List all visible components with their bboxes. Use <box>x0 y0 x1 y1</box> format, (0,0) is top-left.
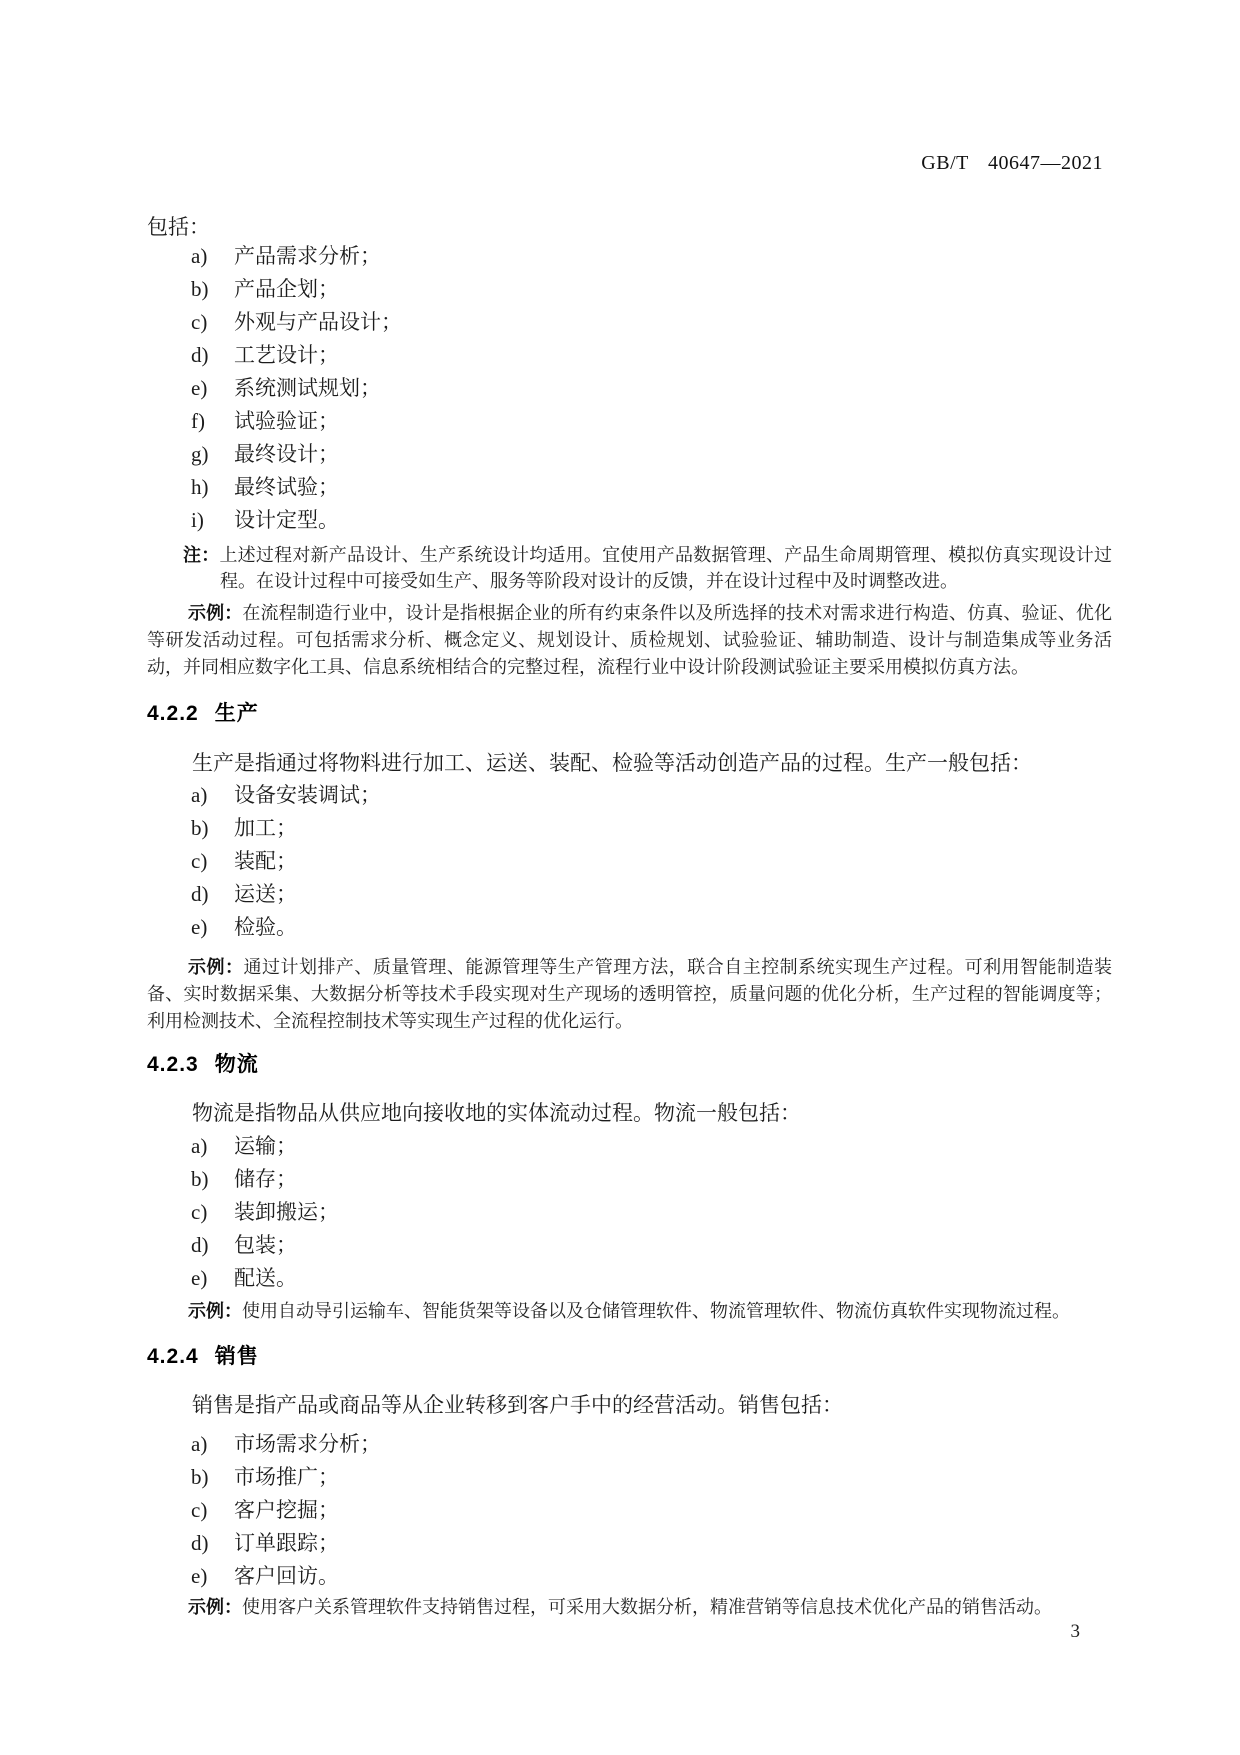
list-item-label: a) <box>191 244 208 268</box>
example-block <box>147 954 1112 1035</box>
list-item <box>147 405 1112 438</box>
section-paragraph: 销售是指产品或商品等从企业转移到客户手中的经营活动。销售包括： <box>192 1393 843 1417</box>
list-item-text: 装配； <box>234 849 297 873</box>
list-item-text: 装卸搬运； <box>234 1200 339 1224</box>
list-item <box>147 471 1112 504</box>
list-item-text: 产品需求分析； <box>234 244 381 268</box>
example-text: 使用客户关系管理软件支持销售过程，可采用大数据分析，精准营销等信息技术优化产品的销售活动。 <box>242 1597 1052 1617</box>
list-item-label: a) <box>191 783 208 807</box>
section-number: 4.2.2 <box>147 702 199 725</box>
list-item-text: 市场需求分析； <box>234 1432 381 1456</box>
list-item-label: b) <box>191 1465 209 1489</box>
intro-list <box>147 240 1112 537</box>
list-item <box>147 504 1112 537</box>
example-block <box>147 1594 1112 1621</box>
list-item-label: e) <box>191 1266 208 1290</box>
list-item-text: 加工； <box>234 816 297 840</box>
list-item <box>147 1560 1112 1593</box>
page-number: 3 <box>1070 1621 1080 1642</box>
list-item <box>147 1527 1112 1560</box>
note-label: 注： <box>183 545 220 565</box>
list-item-label: d) <box>191 1531 209 1555</box>
list-item-label: e) <box>191 376 208 400</box>
list-item <box>147 1428 1112 1461</box>
list-item-text: 储存； <box>234 1167 297 1191</box>
list-item-label: c) <box>191 1498 208 1522</box>
list-item-text: 试验验证； <box>234 409 339 433</box>
section-list <box>147 779 1112 944</box>
section-title: 销售 <box>214 1345 259 1368</box>
list-item-label: h) <box>191 475 209 499</box>
example-block <box>147 1298 1112 1325</box>
list-item-label: c) <box>191 310 208 334</box>
list-item <box>147 1130 1112 1163</box>
list-item <box>147 911 1112 944</box>
section-list <box>147 1428 1112 1593</box>
list-item-text: 运送； <box>234 882 297 906</box>
list-item-label: b) <box>191 1167 209 1191</box>
list-item-text: 产品企划； <box>234 277 339 301</box>
list-item-text: 检验。 <box>234 915 297 939</box>
example-text: 通过计划排产、质量管理、能源管理等生产管理方法，联合自主控制系统实现生产过程。可利用智能制造装备、实时数据采集、大数据分析等技术手段实现对生产现场的透明管控，质量问题的优化分析，生产过程的智能调度等；利用检测技术、全流程控制技术等实现生产过程的优化运行。 <box>147 957 1113 1031</box>
list-item <box>147 1196 1112 1229</box>
list-item-text: 订单跟踪； <box>234 1531 339 1555</box>
section-number: 4.2.3 <box>147 1053 199 1076</box>
list-item-label: a) <box>191 1134 208 1158</box>
example-label: 示例： <box>188 603 243 623</box>
list-item-text: 工艺设计； <box>234 343 339 367</box>
section-title: 物流 <box>214 1053 259 1076</box>
list-item-label: a) <box>191 1432 208 1456</box>
list-item-text: 配送。 <box>234 1266 297 1290</box>
section-paragraph: 生产是指通过将物料进行加工、运送、装配、检验等活动创造产品的过程。生产一般包括： <box>192 751 1032 775</box>
note-block <box>147 542 1112 594</box>
list-item <box>147 372 1112 405</box>
list-item <box>147 306 1112 339</box>
list-item-text: 设备安装调试； <box>234 783 381 807</box>
list-item <box>147 878 1112 911</box>
example-block <box>147 600 1112 681</box>
list-item-text: 设计定型。 <box>234 508 339 532</box>
list-item-label: i) <box>191 508 204 532</box>
section-heading-4-2-4 <box>147 1345 1112 1369</box>
standard-number-header: GB/T 40647—2021 <box>921 152 1103 174</box>
section-heading-4-2-3 <box>147 1053 1112 1077</box>
section-list <box>147 1130 1112 1295</box>
list-item-text: 最终试验； <box>234 475 339 499</box>
page-content <box>147 0 1112 1621</box>
list-item <box>147 1461 1112 1494</box>
list-item-text: 最终设计； <box>234 442 339 466</box>
example-label: 示例： <box>188 1301 242 1321</box>
list-item <box>147 1262 1112 1295</box>
list-item-text: 运输； <box>234 1134 297 1158</box>
list-item-label: b) <box>191 816 209 840</box>
list-item-label: d) <box>191 343 209 367</box>
list-item <box>147 1229 1112 1262</box>
list-item-text: 包装； <box>234 1233 297 1257</box>
list-item <box>147 240 1112 273</box>
list-item-label: e) <box>191 915 208 939</box>
list-item <box>147 1163 1112 1196</box>
note-text: 上述过程对新产品设计、生产系统设计均适用。宜使用产品数据管理、产品生命周期管理、模拟仿真实现设计过程。在设计过程中可接受如生产、服务等阶段对设计的反馈，并在设计过程中及时调整改进。 <box>219 545 1113 591</box>
list-item <box>147 339 1112 372</box>
list-item <box>147 845 1112 878</box>
example-label: 示例： <box>188 1597 242 1617</box>
list-item-label: b) <box>191 277 209 301</box>
list-item <box>147 273 1112 306</box>
list-item-label: g) <box>191 442 209 466</box>
example-text: 使用自动导引运输车、智能货架等设备以及仓储管理软件、物流管理软件、物流仿真软件实现物流过程。 <box>242 1301 1070 1321</box>
list-item-label: d) <box>191 882 209 906</box>
list-item-label: e) <box>191 1564 208 1588</box>
list-item-label: f) <box>191 409 205 433</box>
example-label: 示例： <box>188 957 244 977</box>
list-item-text: 客户挖掘； <box>234 1498 339 1522</box>
section-title: 生产 <box>214 702 259 725</box>
section-paragraph: 物流是指物品从供应地向接收地的实体流动过程。物流一般包括： <box>192 1101 801 1125</box>
list-item-label: c) <box>191 1200 208 1224</box>
list-item <box>147 1494 1112 1527</box>
list-item <box>147 779 1112 812</box>
list-item <box>147 438 1112 471</box>
list-item-text: 系统测试规划； <box>234 376 381 400</box>
list-item <box>147 812 1112 845</box>
section-heading-4-2-2 <box>147 702 1112 726</box>
example-text: 在流程制造行业中，设计是指根据企业的所有约束条件以及所选择的技术对需求进行构造、仿真、验证、优化等研发活动过程。可包括需求分析、概念定义、规划设计、质检规划、试验验证、辅助制造、设计与制造集成等业务活动，并同相应数字化工具、信息系统相结合的完整过程，流程行业中设计阶段测试验证主要采用模拟仿真方法。 <box>147 603 1113 677</box>
list-item-label: c) <box>191 849 208 873</box>
section-number: 4.2.4 <box>147 1345 199 1368</box>
list-item-text: 市场推广； <box>234 1465 339 1489</box>
list-item-text: 外观与产品设计； <box>234 310 402 334</box>
list-item-text: 客户回访。 <box>234 1564 339 1588</box>
list-item-label: d) <box>191 1233 209 1257</box>
lead-line: 包括： <box>147 215 210 239</box>
